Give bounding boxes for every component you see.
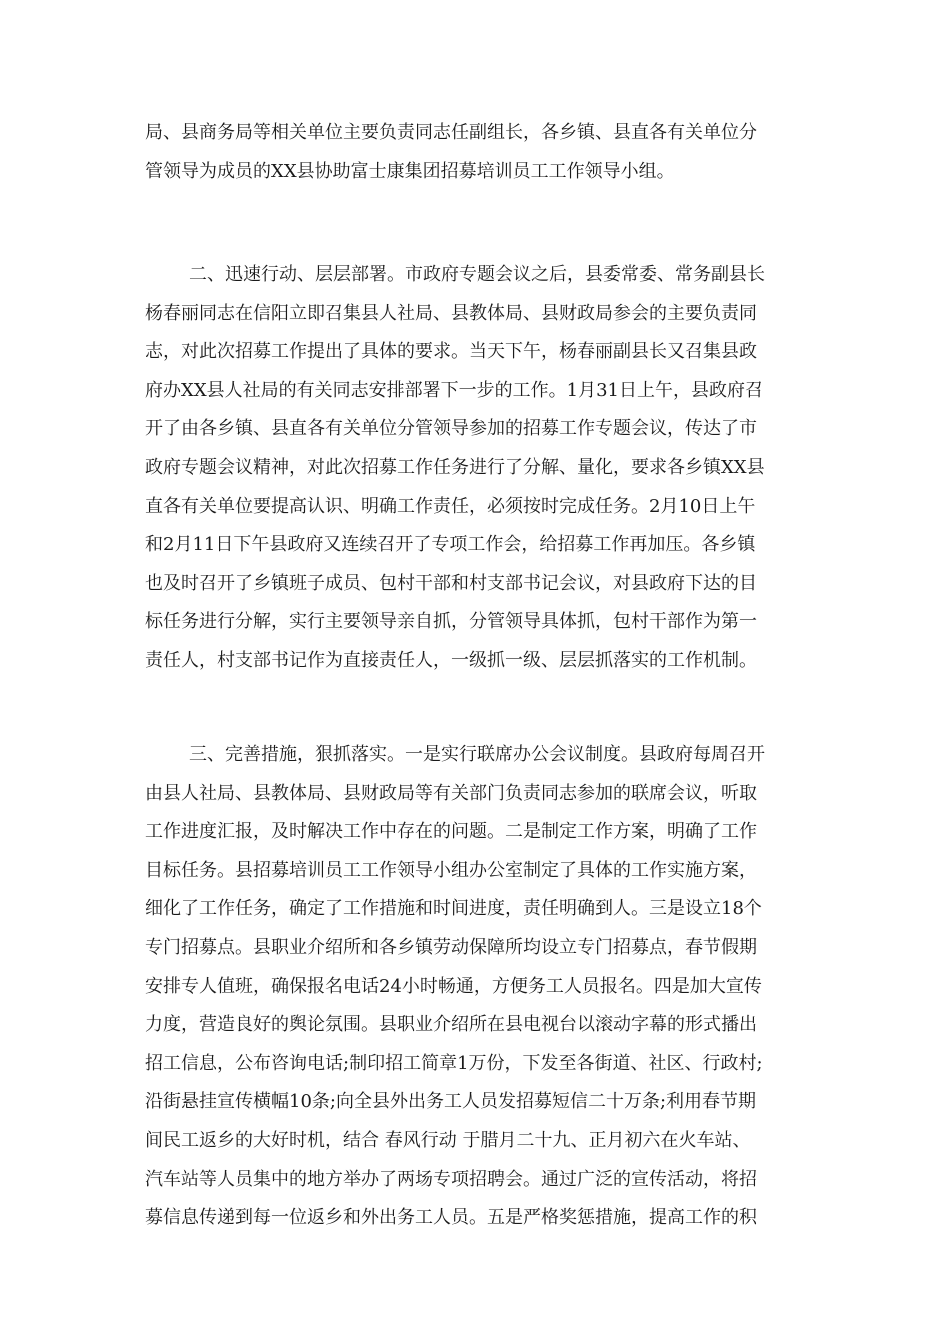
text-line: 募信息传递到每一位返乡和外出务工人员。五是严格奖惩措施，提高工作的积: [145, 1207, 757, 1229]
text-line: 开了由各乡镇、县直各有关单位分管领导参加的招募工作专题会议，传达了市: [145, 418, 757, 440]
text-line: 责任人，村支部书记作为直接责任人，一级抓一级、层层抓落实的工作机制。: [145, 649, 757, 671]
text-line: 府办XX县人社局的有关同志安排部署下一步的工作。1月31日上午，县政府召: [145, 379, 763, 401]
text-line: 细化了工作任务，确定了工作措施和时间进度，责任明确到人。三是设立18个: [145, 898, 762, 920]
text-line: 局、县商务局等相关单位主要负责同志任副组长，各乡镇、县直各有关单位分: [145, 122, 757, 143]
text-line: 招工信息，公布咨询电话;制印招工简章1万份，下发至各街道、社区、行政村;: [145, 1052, 763, 1074]
text-line: 也及时召开了乡镇班子成员、包村干部和村支部书记会议，对县政府下达的目: [145, 572, 757, 594]
text-line: 间民工返乡的大好时机，结合 春风行动 于腊月二十九、正月初六在火车站、: [145, 1129, 751, 1151]
text-line: 安排专人值班，确保报名电话24小时畅通，方便务工人员报名。四是加大宣传: [145, 975, 762, 997]
text-line: 杨春丽同志在信阳立即召集县人社局、县教体局、县财政局参会的主要负责同: [145, 302, 757, 324]
text-line: 由县人社局、县教体局、县财政局等有关部门负责同志参加的联席会议，听取: [145, 782, 757, 804]
text-line: 标任务进行分解，实行主要领导亲自抓，分管领导具体抓，包村干部作为第一: [145, 611, 757, 633]
paragraph-leading-group: [145, 114, 810, 191]
text-line: 管领导为成员的XX县协助富士康集团招募培训员工工作领导小组。: [145, 160, 675, 182]
text-line: 直各有关单位要提高认识、明确工作责任，必须按时完成任务。2月10日上午: [145, 495, 756, 517]
text-line: 志，对此次招募工作提出了具体的要求。当天下午，杨春丽副县长又召集县政: [145, 341, 757, 363]
text-line: 沿街悬挂宣传横幅10条;向全县外出务工人员发招募短信二十万条;利用春节期: [145, 1091, 757, 1113]
text-line: 汽车站等人员集中的地方举办了两场专项招聘会。通过广泛的宣传活动，将招: [145, 1168, 757, 1190]
text-line: 专门招募点。县职业介绍所和各乡镇劳动保障所均设立专门招募点，春节假期: [145, 936, 757, 958]
text-line: 工作进度汇报，及时解决工作中存在的问题。二是制定工作方案，明确了工作: [145, 821, 757, 843]
paragraph-measures: [145, 736, 810, 1238]
text-line: 目标任务。县招募培训员工工作领导小组办公室制定了具体的工作实施方案，: [145, 859, 757, 881]
text-line: 三、完善措施，狠抓落实。一是实行联席办公会议制度。县政府每周召开: [189, 744, 765, 765]
text-line: 力度，营造良好的舆论氛围。县职业介绍所在县电视台以滚动字幕的形式播出: [145, 1014, 757, 1036]
paragraph-deployment: [145, 256, 810, 681]
text-line: 二、迅速行动、层层部署。市政府专题会议之后，县委常委、常务副县长: [189, 264, 765, 285]
text-line: 政府专题会议精神，对此次招募工作任务进行了分解、量化，要求各乡镇XX县: [145, 456, 765, 478]
text-line: 和2月11日下午县政府又连续召开了专项工作会，给招募工作再加压。各乡镇: [145, 534, 756, 556]
